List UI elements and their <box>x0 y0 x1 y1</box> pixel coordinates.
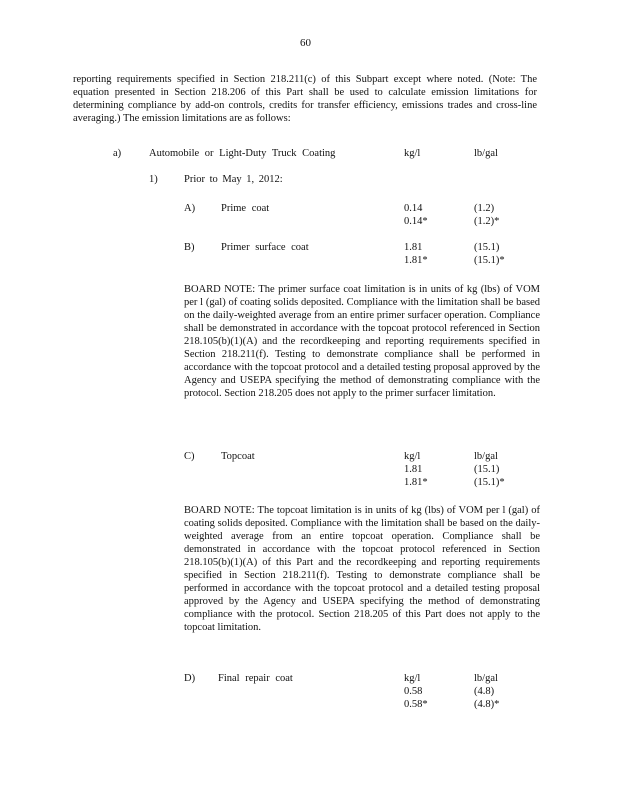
item-d-kg-values <box>404 672 428 711</box>
item-c-lb-values <box>474 450 505 489</box>
item-c-kg-2: 1.81* <box>404 477 428 488</box>
item-c-lb-1: (15.1) <box>474 464 500 475</box>
item-a-name: Prime coat <box>221 203 270 214</box>
item-d-kg-2: 0.58* <box>404 699 428 710</box>
item-b-kg-2: 1.81* <box>404 255 428 266</box>
intro-paragraph: reporting requirements specified in Section 218.211(c) of this Subpart except where noted. (Note: The equation presented in Section 218.206 of this Part shall be used to calculate emission limitations for determining compliance by add-on controls, credits for transfer efficiency, emissions trades and cross-line averaging.) The emission limitations are as follows: <box>73 74 537 124</box>
item-b-lb-2: (15.1)* <box>474 255 505 266</box>
item-a-kg-2: 0.14* <box>404 216 428 227</box>
item-c-lb-2: (15.1)* <box>474 477 505 488</box>
section-a-title: Automobile or Light-Duty Truck Coating <box>149 148 336 159</box>
sub-1-title: Prior to May 1, 2012: <box>184 174 283 185</box>
item-d-kg-1: 0.58 <box>404 686 423 697</box>
item-a-letter: A) <box>184 203 196 214</box>
item-d-lb-values <box>474 672 499 711</box>
item-a-kg-1: 0.14 <box>404 203 423 214</box>
section-a-unit-kg: kg/l <box>404 148 421 159</box>
item-b-name: Primer surface coat <box>221 242 309 253</box>
item-b-lb-values <box>474 241 505 267</box>
item-b-kg-1: 1.81 <box>404 242 423 253</box>
item-b-kg-values <box>404 241 428 267</box>
item-c-letter: C) <box>184 451 195 462</box>
item-a-lb-values <box>474 202 499 228</box>
item-d-letter: D) <box>184 673 196 684</box>
item-b-letter: B) <box>184 242 195 253</box>
item-d-kg-unit: kg/l <box>404 673 421 684</box>
item-d-lb-2: (4.8)* <box>474 699 500 710</box>
item-d-lb-unit: lb/gal <box>474 673 498 684</box>
item-c-kg-1: 1.81 <box>404 464 423 475</box>
item-c-lb-unit: lb/gal <box>474 451 498 462</box>
board-note-topcoat: BOARD NOTE: The topcoat limitation is in units of kg (lbs) of VOM per l (gal) of coating solids deposited. Compliance with the limitation shall be based on the daily-weighted average from an entire topcoat operation. Compliance shall be demonstrated in accordance with the topcoat protocol referenced in Section 218.105(b)(1)(A) of this Part and the recordkeeping and reporting requirements specified in Section 218.211(f). Testing to demonstrate compliance shall be performed in accordance with the topcoat protocol and a detailed testing proposal approved by the Agency and USEPA specifying the method of demonstrating compliance with the protocol. Section 218.205 of this Part does not apply to the topcoat limitation. <box>184 505 540 633</box>
item-d-name: Final repair coat <box>218 673 293 684</box>
item-c-kg-values <box>404 450 428 489</box>
item-a-lb-2: (1.2)* <box>474 216 500 227</box>
page-number: 60 <box>300 37 311 49</box>
section-a-letter: a) <box>113 148 122 159</box>
item-c-name: Topcoat <box>221 451 255 462</box>
item-a-lb-1: (1.2) <box>474 203 495 214</box>
board-note-primer: BOARD NOTE: The primer surface coat limitation is in units of kg (lbs) of VOM per l (gal) of coating solids deposited. Compliance with the limitation shall be based on the daily-weighted average from an entire primer surfacer operation. Compliance shall be demonstrated in accordance with the topcoat protocol referenced in Section 218.105(b)(1)(A) and the recordkeeping and reporting requirements specified in Section 218.211(f). Testing to demonstrate compliance shall be performed in accordance with the topcoat protocol and a detailed testing proposal approved by the Agency and USEPA specifying the method of demonstrating compliance with the protocol. Section 218.205 does not apply to the primer surfacer limitation. <box>184 284 540 399</box>
item-a-kg-values <box>404 202 428 228</box>
item-c-kg-unit: kg/l <box>404 451 421 462</box>
section-a-unit-lb: lb/gal <box>474 148 498 159</box>
sub-1-number: 1) <box>149 174 158 185</box>
item-d-lb-1: (4.8) <box>474 686 495 697</box>
item-b-lb-1: (15.1) <box>474 242 500 253</box>
